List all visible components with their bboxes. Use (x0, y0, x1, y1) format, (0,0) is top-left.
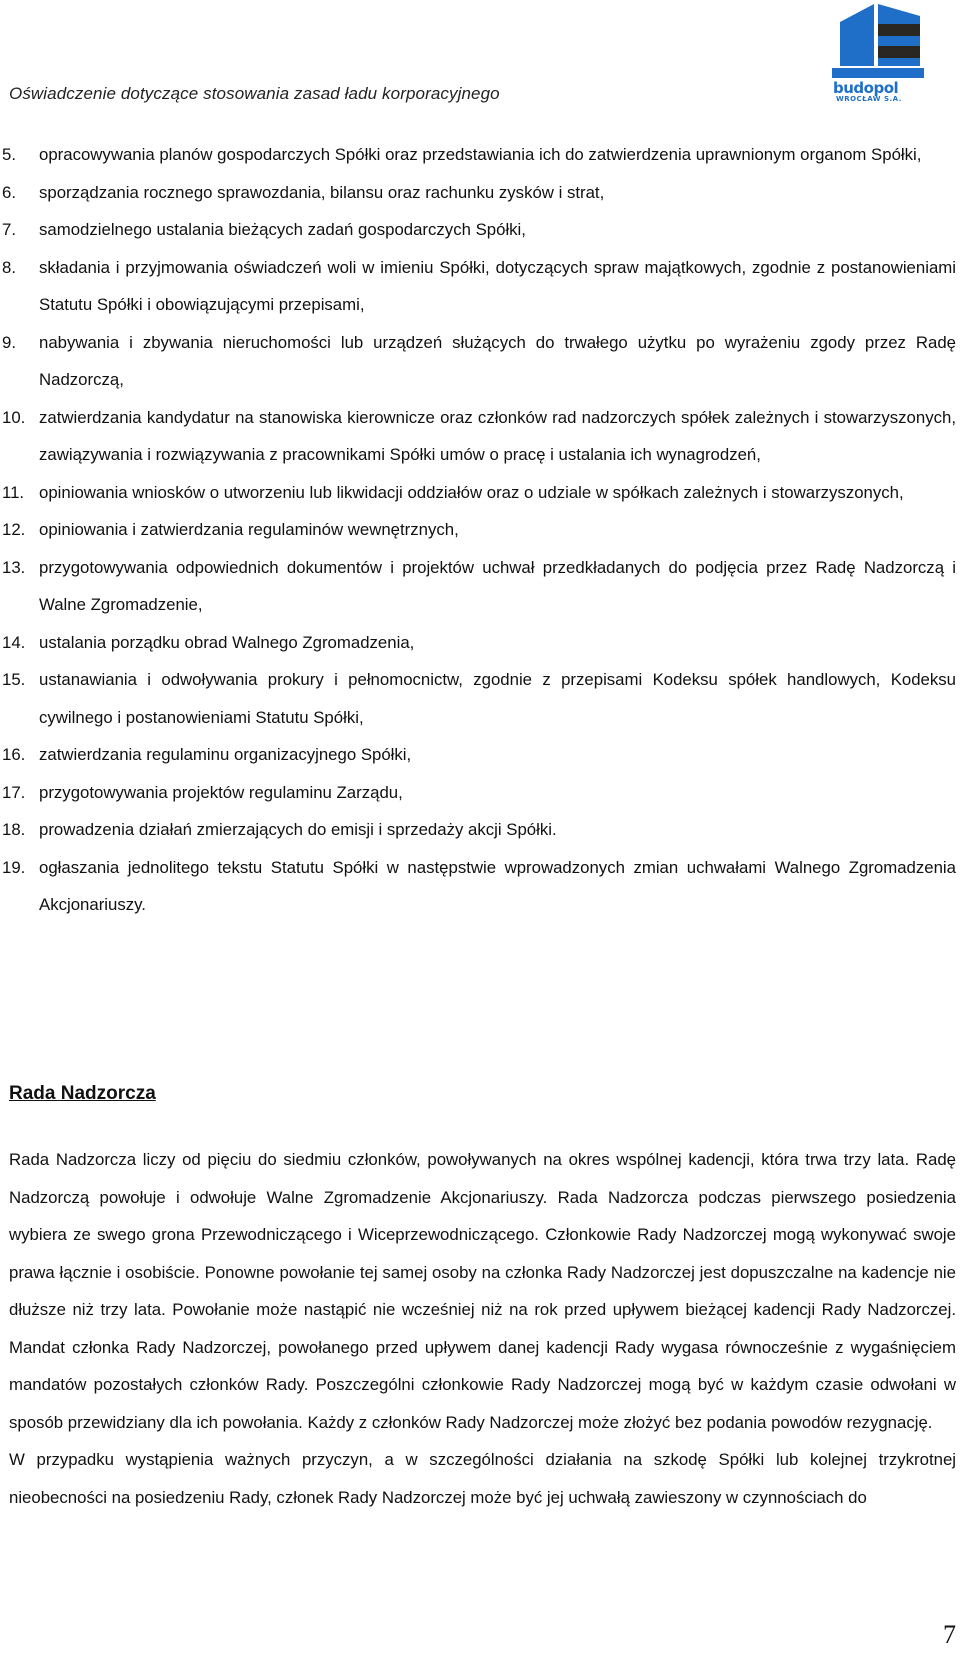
list-item-text: zatwierdzania regulaminu organizacyjnego Spółki, (39, 745, 412, 764)
list-item-number: 11. (2, 482, 25, 502)
list-item (0, 174, 960, 212)
list-item-number: 17. (2, 782, 26, 802)
list-item-number: 5. (2, 145, 16, 164)
list-item (0, 249, 960, 324)
list-item (0, 624, 960, 662)
list-item-text: nabywania i zbywania nieruchomości lub urządzeń służących do trwałego użytku po wyrażeniu zgody przez Radę Nadzorczą, (39, 332, 956, 389)
list-item (0, 774, 960, 812)
logo-subtext: WROCŁAW S.A. (836, 95, 902, 103)
list-item-text: ustanawiania i odwoływania prokury i pełnomocnictw, zgodnie z przepisami Kodeksu spółek handlowych, Kodeksu cywilnego i postanowieniami Statutu Spółki, (39, 670, 956, 727)
list-item-text: zatwierdzania kandydatur na stanowiska kierownicze oraz członków rad nadzorczych spółek zależnych i stowarzyszonych, zawiązywania i rozwiązywania z pracownikami Spółki umów o pracę i ustalania ich wynagrodzeń, (39, 407, 956, 464)
list-item (0, 399, 960, 474)
list-item-text: przygotowywania odpowiednich dokumentów i projektów uchwał przedkładanych do podjęcia przez Radę Nadzorczą i Walne Zgromadzenie, (39, 557, 956, 614)
list-item-text: prowadzenia działań zmierzających do emisji i sprzedaży akcji Spółki. (39, 820, 557, 839)
list-item-text: składania i przyjmowania oświadczeń woli w imieniu Spółki, dotyczących spraw majątkowych, zgodnie z postanowieniami Statutu Spółki i obowiązującymi przepisami, (39, 257, 956, 314)
list-item (0, 511, 960, 549)
list-item-number: 15. (2, 670, 26, 689)
list-item (0, 661, 960, 736)
list-item (0, 549, 960, 624)
list-item (0, 136, 960, 174)
list-item-text: sporządzania rocznego sprawozdania, bilansu oraz rachunku zysków i strat, (39, 182, 605, 202)
list-item-number: 6. (2, 182, 16, 202)
list-item-number: 7. (2, 220, 16, 239)
list-item-text: opiniowania wniosków o utworzeniu lub likwidacji oddziałów oraz o udziale w spółkach zależnych i stowarzyszonych, (39, 482, 904, 502)
paragraph: W przypadku wystąpienia ważnych przyczyn, a w szczególności działania na szkodę Spółki lub kolejnej trzykrotnej nieobecności na posiedzeniu Rady, członek Rady Nadzorczej może być jej uchwałą zawieszony w czynnościach do (9, 1450, 956, 1507)
list-item-text: ogłaszania jednolitego tekstu Statutu Spółki w następstwie wprowadzonych zmian uchwałami Walnego Zgromadzenia Akcjonariuszy. (39, 857, 956, 914)
list-item-number: 9. (2, 332, 16, 352)
list-item (0, 736, 960, 774)
list-item-number: 8. (2, 257, 16, 277)
logo-text: budopol (833, 79, 899, 97)
list-item-text: samodzielnego ustalania bieżących zadań gospodarczych Spółki, (39, 220, 526, 239)
section-heading: Rada Nadzorcza (9, 1083, 156, 1104)
list-item-number: 19. (2, 857, 26, 877)
list-item-number: 16. (2, 745, 26, 764)
page-header-title: Oświadczenie dotyczące stosowania zasad ładu korporacyjnego (9, 84, 500, 103)
list-item-number: 13. (2, 557, 26, 577)
list-item-text: opracowywania planów gospodarczych Spółki oraz przedstawiania ich do zatwierdzenia uprawnionym organom Spółki, (39, 145, 922, 164)
section-body (9, 1141, 956, 1516)
paragraph: Rada Nadzorcza liczy od pięciu do siedmiu członków, powoływanych na okres wspólnej kadencji, która trwa trzy lata. Radę Nadzorczą powołuje i odwołuje Walne Zgromadzenie Akcjonariuszy. Rada Nadzorcza podczas pierwszego posiedzenia wybiera ze swego grona Przewodniczącego i Wiceprzewodniczącego. Członkowie Rady Nadzorczej mogą wykonywać swoje prawa łącznie i osobiście. Ponowne powołanie tej samej osoby na członka Rady Nadzorczej jest dopuszczalne na kadencje nie dłuższe niż trzy lata. Powołanie może nastąpić nie wcześniej niż na rok przed upływem bieżącej kadencji Rady Nadzorczej. Mandat członka Rady Nadzorczej, powołanego przed upływem danej kadencji Rady wygasa równocześnie z wygaśnięciem mandatów pozostałych członków Rady. Poszczególni członkowie Rady Nadzorczej mogą być w każdym czasie odwołani w sposób przewidziany dla ich powołania. Każdy z członków Rady Nadzorczej może złożyć bez podania powodów rezygnację. (9, 1150, 956, 1432)
list-item (0, 811, 960, 849)
list-item-number: 10. (2, 407, 26, 427)
list-item-text: ustalania porządku obrad Walnego Zgromadzenia, (39, 632, 415, 652)
list-item-text: przygotowywania projektów regulaminu Zarządu, (39, 782, 403, 802)
list-item-number: 18. (2, 820, 26, 839)
list-item (0, 211, 960, 249)
list-item-number: 12. (2, 520, 26, 539)
list-item-number: 14. (2, 632, 26, 652)
duties-list (0, 136, 960, 924)
list-item (0, 474, 960, 512)
page-number: 7 (943, 1620, 956, 1649)
list-item-text: opiniowania i zatwierdzania regulaminów wewnętrznych, (39, 520, 459, 539)
list-item (0, 324, 960, 399)
list-item (0, 849, 960, 924)
